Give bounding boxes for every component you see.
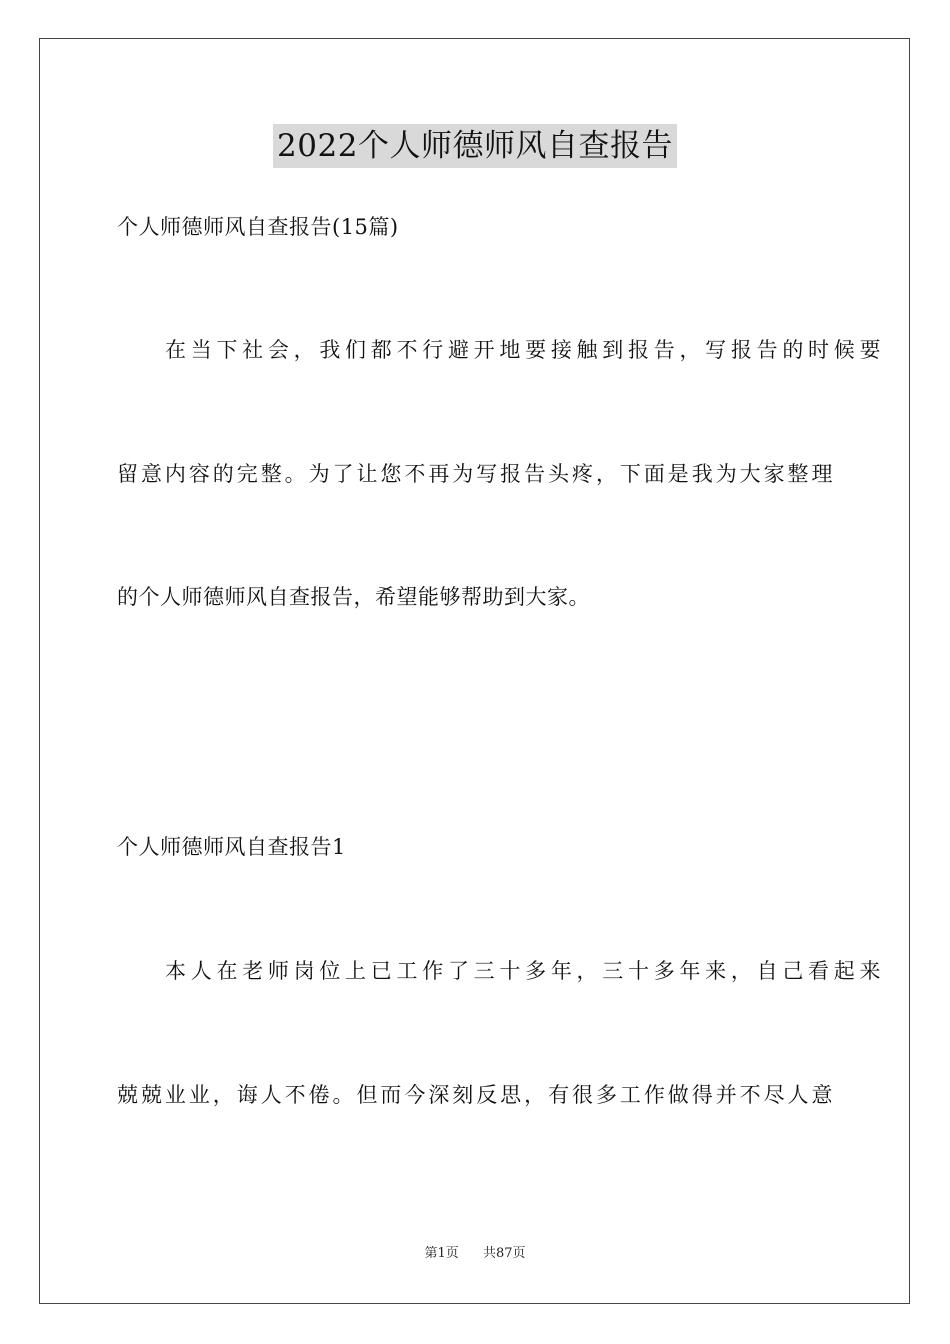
intro-line-2: 留意内容的完整。为了让您不再为写报告头疼，下面是我为大家整理 (117, 462, 833, 486)
section-heading: 个人师德师风自查报告1 (117, 835, 346, 859)
intro-line-3: 的个人师德师风自查报告，希望能够帮助到大家。 (117, 585, 590, 609)
page-footer (0, 1245, 950, 1263)
document-subtitle: 个人师德师风自查报告(15篇) (117, 215, 399, 239)
section-line-1: 本人在老师岗位上已工作了三十多年，三十多年来，自己看起来 (165, 959, 881, 983)
section-line-2: 兢兢业业，诲人不倦。但而今深刻反思，有很多工作做得并不尽人意 (117, 1083, 833, 1107)
total-pages: 共87页 (483, 1246, 526, 1261)
title-container (0, 124, 950, 168)
intro-line-1: 在当下社会，我们都不行避开地要接触到报告，写报告的时候要 (165, 338, 881, 362)
document-title: 2022个人师德师风自查报告 (273, 124, 677, 168)
page-number: 第1页 (424, 1246, 459, 1261)
